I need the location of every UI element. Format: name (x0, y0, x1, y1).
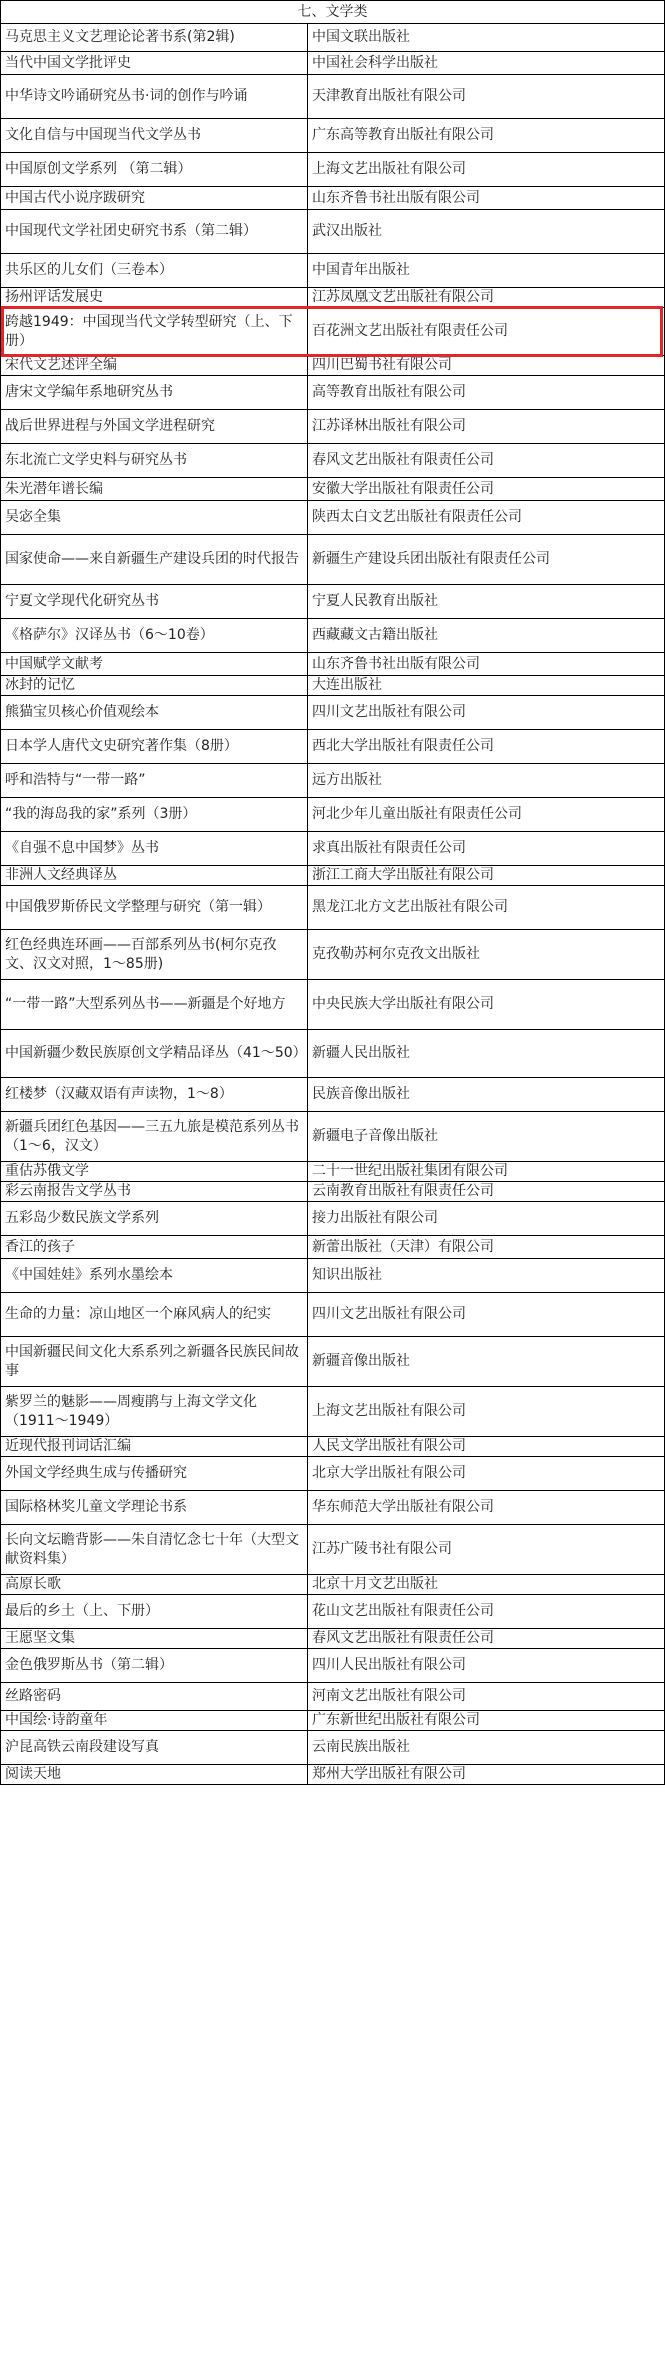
book-title: 中国赋学文献考 (1, 653, 308, 675)
book-title: 红楼梦（汉藏双语有声读物，1～8） (1, 1078, 308, 1111)
book-title: 国际格林奖儿童文学理论书系 (1, 1491, 308, 1524)
table-row (1, 119, 664, 153)
publisher-name: 中国青年出版社 (312, 262, 410, 278)
publisher-name: 江苏广陵书社有限公司 (312, 1541, 452, 1557)
publisher-name: 春风文艺出版社有限责任公司 (312, 1630, 494, 1646)
publisher-name: 四川文艺出版社有限公司 (312, 1306, 466, 1322)
table-row (1, 1629, 664, 1649)
table-row (1, 1162, 664, 1182)
table-row (1, 356, 664, 376)
table-row (1, 1683, 664, 1711)
publisher-name: 新蕾出版社（天津）有限公司 (312, 1238, 494, 1255)
table-row (1, 1649, 664, 1683)
book-title: 马克思主义文艺理论论著书系(第2辑) (1, 24, 308, 51)
book-title: 阅读天地 (1, 1765, 308, 1784)
book-title: 《中国娃娃》系列水墨绘本 (1, 1259, 308, 1292)
book-title: 最后的乡土（上、下册） (1, 1595, 308, 1628)
publisher-name: 远方出版社 (312, 772, 382, 788)
table-row (1, 764, 664, 798)
publisher-name: 广东高等教育出版社有限公司 (312, 127, 494, 143)
publisher-name: 黑龙江北方文艺出版社有限公司 (312, 899, 508, 915)
book-title: 战后世界进程与外国文学进程研究 (1, 410, 308, 443)
table-row (1, 410, 664, 444)
publisher-name: 二十一世纪出版社集团有限公司 (312, 1163, 508, 1179)
table-row (1, 1293, 664, 1337)
table-row (1, 1437, 664, 1457)
publisher-name: 新疆音像出版社 (312, 1353, 410, 1369)
publisher-name: 江苏凤凰文艺出版社有限公司 (312, 289, 494, 305)
book-title: “一带一路”大型系列丛书——新疆是个好地方 (1, 980, 308, 1029)
publisher-name: 北京大学出版社有限公司 (312, 1465, 466, 1481)
table-row (1, 1202, 664, 1236)
table-row (1, 153, 664, 187)
book-title: 生命的力量：凉山地区一个麻风病人的纪实 (1, 1293, 308, 1336)
table-row (1, 210, 664, 254)
publisher-name: 民族音像出版社 (312, 1086, 410, 1102)
book-title: 新疆兵团红色基因——三五九旅是模范系列丛书（1～6，汉文） (1, 1112, 308, 1161)
book-title: 国家使命——来自新疆生产建设兵团的时代报告 (1, 535, 308, 584)
table-row (1, 1078, 664, 1112)
publisher-name: 陕西太白文艺出版社有限责任公司 (312, 509, 522, 525)
publisher-name: 四川人民出版社有限公司 (312, 1657, 466, 1673)
table-row (1, 1457, 664, 1491)
publisher-name: 四川文艺出版社有限公司 (312, 704, 466, 720)
book-title: 高原长歌 (1, 1575, 308, 1594)
book-title: 香江的孩子 (1, 1236, 308, 1258)
book-title: 东北流亡文学史料与研究丛书 (1, 444, 308, 477)
publisher-name: 求真出版社有限责任公司 (312, 840, 466, 856)
table-row (1, 1765, 664, 1785)
table-row (1, 1525, 664, 1575)
table-row (1, 376, 664, 410)
book-title: 共乐区的儿女们（三卷本） (1, 254, 308, 287)
table-row (1, 535, 664, 585)
publisher-name: 云南教育出版社有限责任公司 (312, 1183, 494, 1199)
publisher-name: 百花洲文艺出版社有限责任公司 (312, 323, 508, 339)
book-title: 扬州评话发展史 (1, 288, 308, 307)
book-title: 红色经典连环画——百部系列丛书(柯尔克孜文、汉文对照，1～85册) (1, 930, 308, 979)
book-title: 金色俄罗斯丛书（第二辑） (1, 1649, 308, 1682)
book-title: 《自强不息中国梦》丛书 (1, 832, 308, 865)
table-row (1, 1112, 664, 1162)
publisher-name: 安徽大学出版社有限责任公司 (312, 480, 494, 497)
publisher-name: 花山文艺出版社有限责任公司 (312, 1603, 494, 1619)
publisher-name: 新疆生产建设兵团出版社有限责任公司 (312, 551, 550, 567)
publisher-name: 四川巴蜀书社有限公司 (312, 357, 452, 373)
publisher-name: 郑州大学出版社有限公司 (312, 1766, 466, 1782)
book-title: 中华诗文吟诵研究丛书·词的创作与吟诵 (1, 75, 308, 118)
book-title: 非洲人文经典译丛 (1, 866, 308, 885)
book-title: 当代中国文学批评史 (1, 52, 308, 74)
book-title: 王愿坚文集 (1, 1629, 308, 1648)
table-row (1, 1595, 664, 1629)
book-title: 沪昆高铁云南段建设写真 (1, 1731, 308, 1764)
table-row (1, 653, 664, 676)
book-title: 中国现代文学社团史研究书系（第二辑） (1, 210, 308, 253)
book-title: 丝路密码 (1, 1683, 308, 1710)
table-row (1, 832, 664, 866)
table-row (1, 75, 664, 119)
publisher-name: 人民文学出版社有限公司 (312, 1438, 466, 1454)
table-row (1, 444, 664, 478)
table-row (1, 619, 664, 653)
table-row (1, 980, 664, 1030)
book-title: 日本学人唐代文史研究著作集（8册） (1, 730, 308, 763)
book-title: 熊猫宝贝核心价值观绘本 (1, 696, 308, 729)
publisher-name: 春风文艺出版社有限责任公司 (312, 452, 494, 468)
table-row (1, 254, 664, 288)
table-row (1, 1731, 664, 1765)
publisher-name: 天津教育出版社有限公司 (312, 88, 466, 104)
publisher-name: 克孜勒苏柯尔克孜文出版社 (312, 946, 480, 962)
table-row (1, 1387, 664, 1437)
publisher-name: 云南民族出版社 (312, 1739, 410, 1755)
publisher-name: 中国社会科学出版社 (312, 54, 438, 71)
book-title: 呼和浩特与“一带一路” (1, 764, 308, 797)
table-row (1, 798, 664, 832)
book-title: 中国俄罗斯侨民文学整理与研究（第一辑） (1, 886, 308, 929)
publisher-name: 西北大学出版社有限责任公司 (312, 738, 494, 754)
table-row (1, 1575, 664, 1595)
book-title: 宋代文艺述评全编 (1, 356, 308, 375)
book-title: 五彩岛少数民族文学系列 (1, 1202, 308, 1235)
table-row (1, 866, 664, 886)
table-row (1, 24, 664, 52)
book-title: 中国新疆民间文化大系系列之新疆各民族民间故事 (1, 1337, 308, 1386)
book-title: 宁夏文学现代化研究丛书 (1, 585, 308, 618)
table-row-highlighted (1, 308, 664, 356)
publisher-name: 上海文艺出版社有限公司 (312, 161, 466, 177)
book-title: “我的海岛我的家”系列（3册） (1, 798, 308, 831)
publisher-name: 江苏译林出版社有限公司 (312, 418, 466, 434)
publisher-name: 中央民族大学出版社有限公司 (312, 996, 494, 1012)
publisher-name: 武汉出版社 (312, 223, 382, 239)
book-title: 《格萨尔》汉译丛书（6～10卷） (1, 619, 308, 652)
publisher-name: 接力出版社有限公司 (312, 1210, 438, 1226)
table-row (1, 930, 664, 980)
publisher-name: 山东齐鲁书社出版有限公司 (312, 189, 480, 206)
publisher-name: 广东新世纪出版社有限公司 (312, 1712, 480, 1728)
book-title: 中国古代小说序跋研究 (1, 187, 308, 209)
publisher-name: 知识出版社 (312, 1267, 382, 1283)
book-title: 文化自信与中国现当代文学丛书 (1, 119, 308, 152)
table-row (1, 478, 664, 501)
publisher-name: 河北少年儿童出版社有限责任公司 (312, 806, 522, 822)
table-row (1, 288, 664, 308)
table-row (1, 501, 664, 535)
table-row (1, 1491, 664, 1525)
publisher-name: 宁夏人民教育出版社 (312, 593, 438, 609)
table-row (1, 1030, 664, 1078)
table-row (1, 1711, 664, 1731)
publisher-name: 高等教育出版社有限公司 (312, 384, 466, 400)
table-row (1, 1337, 664, 1387)
publisher-name: 大连出版社 (312, 677, 382, 693)
table-row (1, 1182, 664, 1202)
section-title: 七、文学类 (1, 1, 664, 24)
publisher-name: 新疆人民出版社 (312, 1045, 410, 1061)
table-row (1, 187, 664, 210)
publisher-name: 河南文艺出版社有限公司 (312, 1688, 466, 1704)
publisher-name: 浙江工商大学出版社有限公司 (312, 867, 494, 883)
book-title: 重估苏俄文学 (1, 1162, 308, 1181)
table-row (1, 585, 664, 619)
book-title: 中国原创文学系列 （第二辑） (1, 153, 308, 186)
publisher-name: 华东师范大学出版社有限公司 (312, 1499, 494, 1515)
book-title: 唐宋文学编年系地研究丛书 (1, 376, 308, 409)
book-title: 冰封的记忆 (1, 676, 308, 695)
book-title: 外国文学经典生成与传播研究 (1, 1457, 308, 1490)
book-title: 紫罗兰的魅影——周瘦鹃与上海文学文化（1911～1949） (1, 1387, 308, 1436)
book-title: 中国新疆少数民族原创文学精品译丛（41～50） (1, 1030, 308, 1077)
book-title: 朱光潜年谱长编 (1, 478, 308, 500)
book-title: 近现代报刊词话汇编 (1, 1437, 308, 1456)
table-row (1, 1236, 664, 1259)
book-title: 吴宓全集 (1, 501, 308, 534)
book-title: 长向文坛瞻背影——朱自清忆念七十年（大型文献资料集） (1, 1525, 308, 1574)
table-row (1, 1259, 664, 1293)
publisher-name: 西藏藏文古籍出版社 (312, 627, 438, 643)
book-title: 跨越1949：中国现当代文学转型研究（上、下册） (1, 308, 308, 355)
table-row (1, 676, 664, 696)
publisher-name: 新疆电子音像出版社 (312, 1128, 438, 1144)
publisher-name: 山东齐鲁书社出版有限公司 (312, 655, 480, 672)
publisher-name: 中国文联出版社 (312, 29, 410, 45)
table-row (1, 730, 664, 764)
table-row (1, 886, 664, 930)
publisher-name: 北京十月文艺出版社 (312, 1576, 438, 1592)
table-row (1, 52, 664, 75)
book-title: 中国绘·诗韵童年 (1, 1711, 308, 1730)
publisher-name: 上海文艺出版社有限公司 (312, 1403, 466, 1419)
table-row (1, 696, 664, 730)
book-title: 彩云南报告文学丛书 (1, 1182, 308, 1201)
